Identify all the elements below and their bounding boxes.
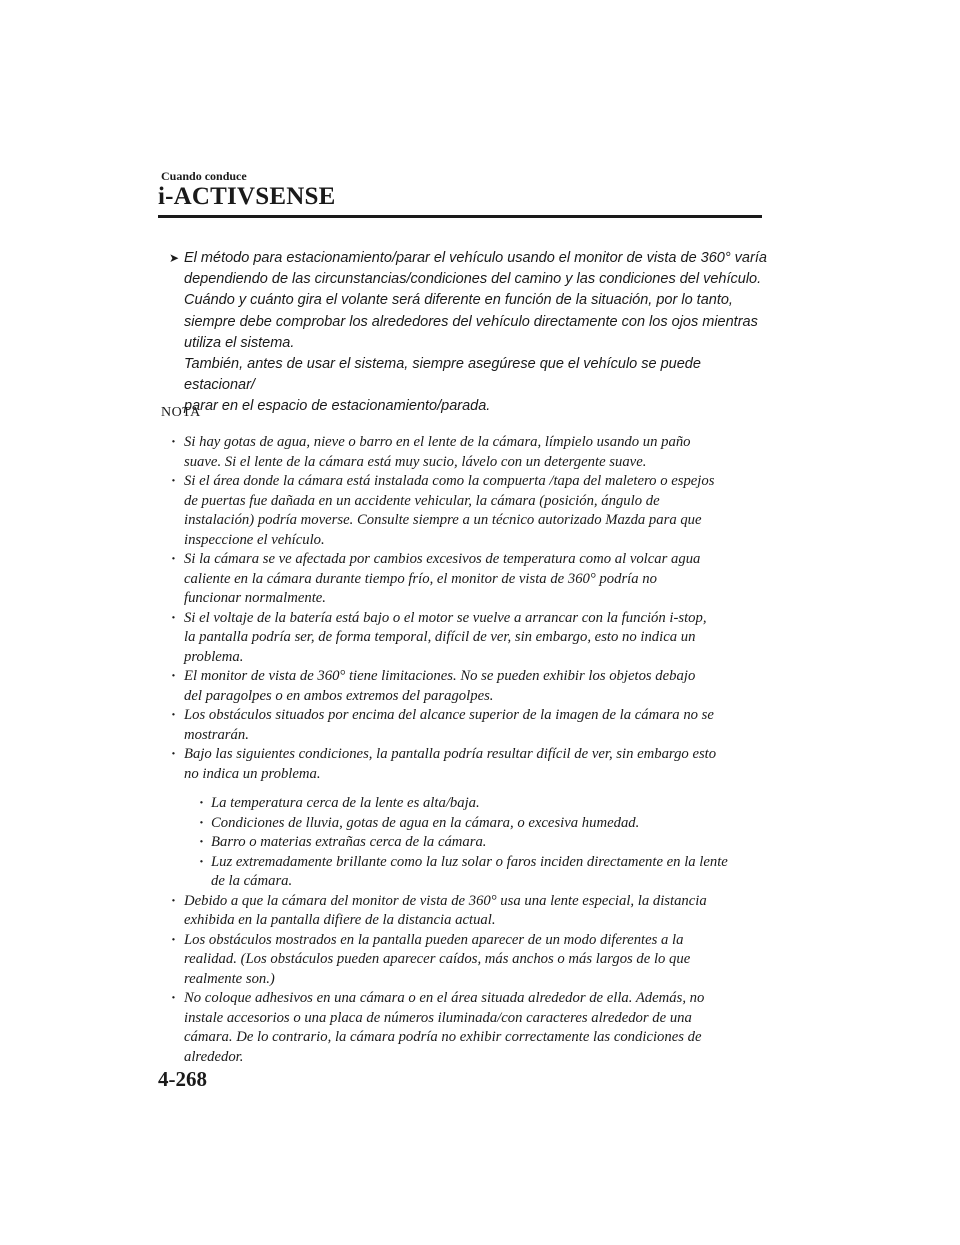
warning-line: También, antes de usar el sistema, siempre asegúrese que el vehículo se puede estacionar/ [184,356,701,394]
note-line: suave. Si el lente de la cámara está muy sucio, lávelo con un detergente suave. [184,453,647,470]
note-line: de puertas fue dañada en un accidente vehicular, la cámara (posición, ángulo de [184,492,660,509]
note-line: realidad. (Los obstáculos pueden aparecer caídos, más anchos o más largos de lo que [184,951,691,967]
condition-item [199,853,771,892]
warning-line: Cuándo y cuánto gira el volante será diferente en función de la situación, por lo tanto, [184,292,733,309]
note-item [171,989,771,1067]
note-line: exhibida en la pantalla difiere de la distancia actual. [184,912,496,928]
note-item [171,433,771,472]
note-line: caliente en la cámara durante tiempo frío, el monitor de vista de 360° podría no [184,570,657,587]
arrow-bullet-icon: ➤ [169,251,180,265]
warning-line: dependiendo de las circunstancias/condiciones del camino y las condiciones del vehículo. [184,271,762,288]
note-line: · No coloque adhesivos en una cámara o en el área situada alrededor de ella. Además, no [184,990,705,1006]
note-line: funcionar normalmente. [184,590,326,606]
note-item [171,931,771,990]
note-line: alrededor. [184,1048,244,1065]
conditions-sublist [184,794,771,892]
note-item [171,667,771,706]
note-item [171,706,771,745]
note-line: · Barro o materias extrañas cerca de la cámara. [211,834,487,850]
note-line: de la cámara. [211,873,293,889]
note-item [171,609,771,668]
note-line: · Si el área donde la cámara está instalada como la compuerta /tapa del maletero o espejos [184,473,715,489]
note-line: · Los obstáculos mostrados en la pantalla pueden aparecer de un modo diferentes a la [184,931,684,948]
note-item [171,745,771,892]
warning-line: utiliza el sistema. [184,334,295,351]
warning-text [184,248,769,418]
condition-item [199,833,771,853]
note-line: no indica un problema. [184,765,321,782]
note-item [171,550,771,609]
note-line: · El monitor de vista de 360° tiene limitaciones. No se pueden exhibir los objetos debajo [184,668,696,684]
note-line: · Si hay gotas de agua, nieve o barro en el lente de la cámara, límpielo usando un paño [184,434,691,450]
note-line: · Si el voltaje de la batería está bajo o el motor se vuelve a arrancar con la función i-stop, [184,609,707,626]
note-line: inspeccione el vehículo. [184,531,325,548]
note-item [171,892,771,931]
page-number: 4-268 [158,1067,207,1091]
condition-item [199,794,771,814]
note-line: instalación) podría moverse. Consulte siempre a un técnico autorizado Mazda para que [184,512,702,528]
note-line: · Luz extremadamente brillante como la luz solar o faros inciden directamente en la lente [211,853,728,870]
warning-line: siempre debe comprobar los alrededores del vehículo directamente con los ojos mientras [184,313,758,330]
note-line: · Bajo las siguientes condiciones, la pantalla podría resultar difícil de ver, sin embargo esto [184,746,717,762]
note-line: · Debido a que la cámara del monitor de vista de 360° usa una lente especial, la distancia [184,892,707,909]
note-item [171,472,771,550]
nota-heading: NOTA [161,405,201,420]
note-line: cámara. De lo contrario, la cámara podría no exhibir correctamente las condiciones de [184,1029,702,1045]
note-line: del paragolpes o en ambos extremos del paragolpes. [184,687,494,704]
notes-list [171,433,771,1067]
section-label: Cuando conduce [161,169,247,183]
warning-line: El método para estacionamiento/parar el vehículo usando el monitor de vista de 360° varía [184,250,767,266]
note-line: · Condiciones de lluvia, gotas de agua en la cámara, o excesiva humedad. [211,814,640,831]
note-line: · Si la cámara se ve afectada por cambios excesivos de temperatura como al volcar agua [184,551,701,567]
warning-block [169,248,769,418]
title-divider [158,215,762,218]
note-line: problema. [184,648,244,665]
warning-line: parar en el espacio de estacionamiento/parada. [184,398,491,415]
section-title: i-ACTIVSENSE [158,183,336,210]
note-line: realmente son.) [184,970,275,987]
condition-item [199,814,771,834]
note-line: instale accesorios o una placa de números iluminada/con caracteres alrededor de una [184,1009,692,1026]
note-line: la pantalla podría ser, de forma temporal, difícil de ver, sin embargo, esto no indica un [184,629,696,645]
note-line: · La temperatura cerca de la lente es alta/baja. [211,795,480,811]
note-line: mostrarán. [184,726,249,743]
note-line: · Los obstáculos situados por encima del alcance superior de la imagen de la cámara no se [184,707,714,723]
